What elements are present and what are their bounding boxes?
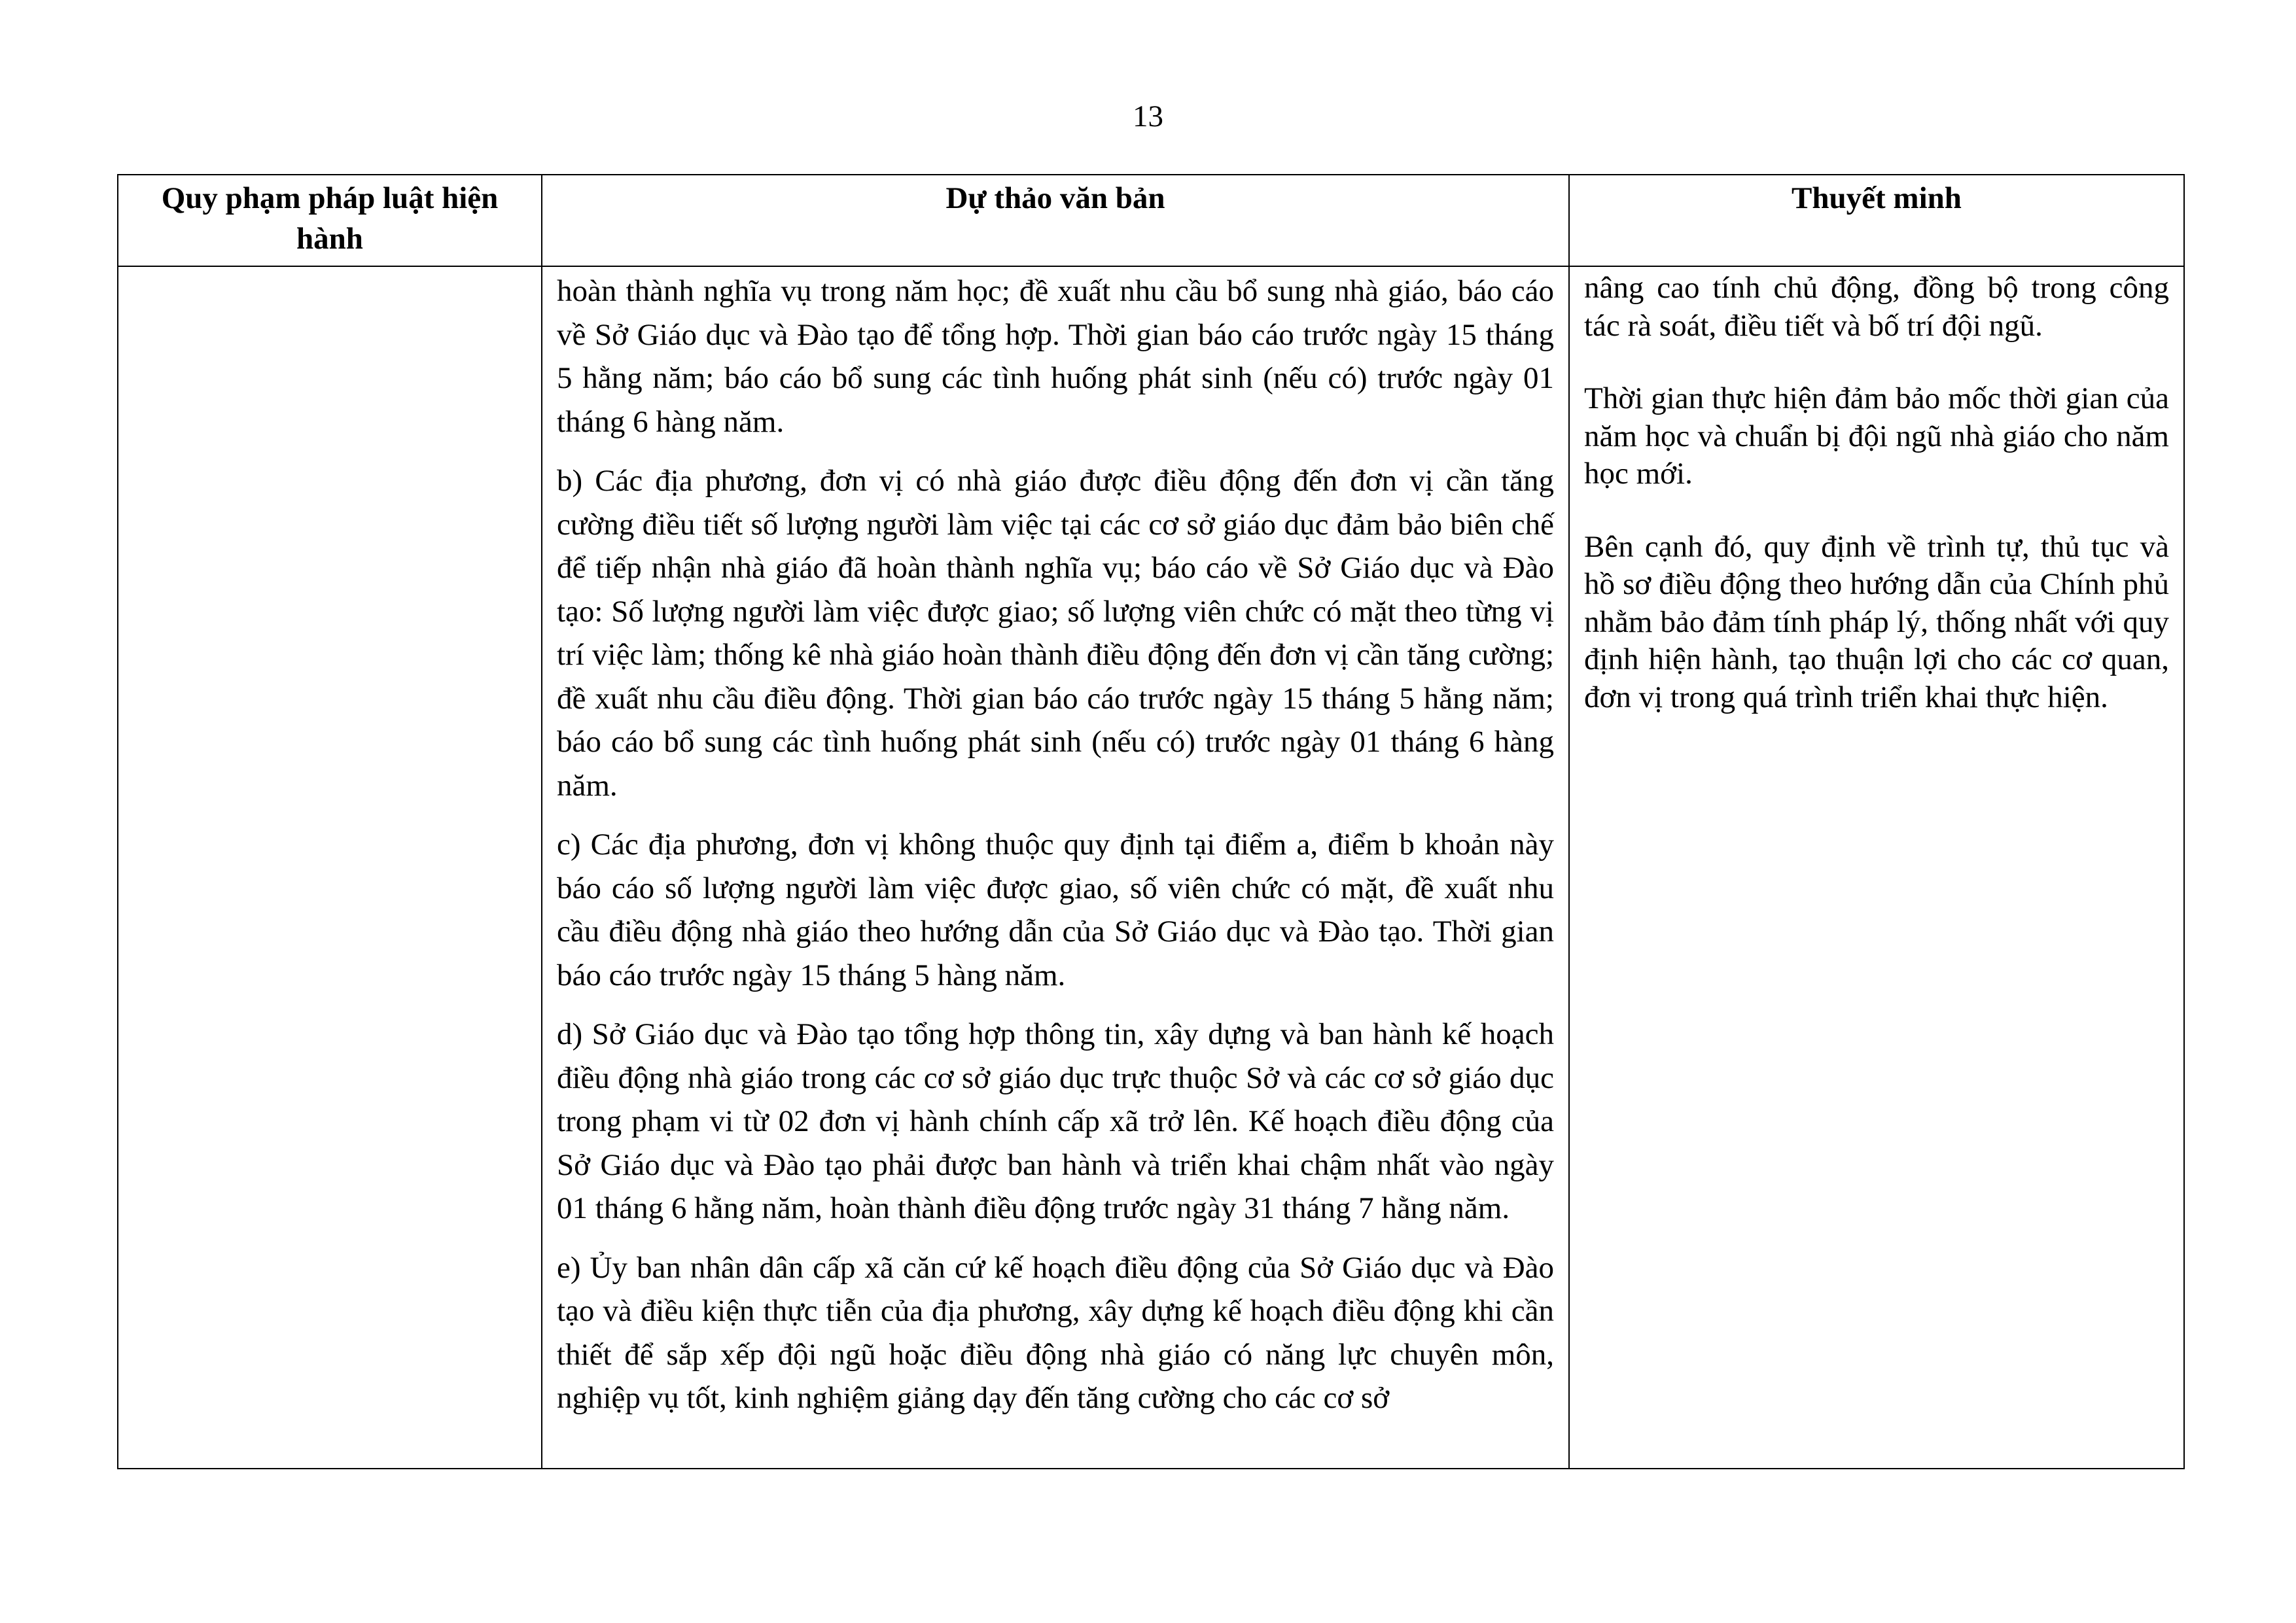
draft-paragraph-c: c) Các địa phương, đơn vị không thuộc quy định tại điểm a, điểm b khoản này báo cáo số lượng người làm việc được giao, số viên chức có mặt, đề xuất nhu cầu điều động nhà giáo theo hướng dẫn của Sở Giáo dục và Đào tạo. Thời gian báo cáo trước ngày 15 tháng 5 hàng năm. [557, 828, 1554, 992]
explanation-cell [1569, 266, 2184, 1469]
explanation-paragraph-2: Thời gian thực hiện đảm bảo mốc thời gian của năm học và chuẩn bị đội ngũ nhà giáo cho năm học mới. [1584, 381, 2169, 491]
current-law-cell [118, 266, 542, 1469]
table-header-row [118, 175, 2184, 266]
draft-paragraph-b: b) Các địa phương, đơn vị có nhà giáo được điều động đến đơn vị cần tăng cường điều tiết số lượng người làm việc tại các cơ sở giáo dục đảm bảo biên chế để tiếp nhận nhà giáo đã hoàn thành nghĩa vụ; báo cáo về Sở Giáo dục và Đào tạo: Số lượng người làm việc được giao; số lượng viên chức có mặt theo từng vị trí việc làm; thống kê nhà giáo hoàn thành điều động đến đơn vị cần tăng cường; đề xuất nhu cầu điều động. Thời gian báo cáo trước ngày 15 tháng 5 hằng năm; báo cáo bổ sung các tình huống phát sinh (nếu có) trước ngày 01 tháng 6 hàng năm. [557, 464, 1554, 803]
page-number: 13 [1133, 99, 1163, 133]
table-row [118, 266, 2184, 1469]
draft-text-cell [542, 266, 1569, 1469]
draft-paragraph-continuation: hoàn thành nghĩa vụ trong năm học; đề xuất nhu cầu bổ sung nhà giáo, báo cáo về Sở Giáo dục và Đào tạo để tổng hợp. Thời gian báo cáo trước ngày 15 tháng 5 hằng năm; báo cáo bổ sung các tình huống phát sinh (nếu có) trước ngày 01 tháng 6 hàng năm. [557, 274, 1554, 439]
explanation-paragraph-3: Bên cạnh đó, quy định về trình tự, thủ tục và hồ sơ điều động theo hướng dẫn của Chính phủ nhằm bảo đảm tính pháp lý, thống nhất với quy định hiện hành, tạo thuận lợi cho các cơ quan, đơn vị trong quá trình triển khai thực hiện. [1584, 529, 2169, 714]
explanation-paragraph-1: nâng cao tính chủ động, đồng bộ trong công tác rà soát, điều tiết và bố trí đội ngũ. [1584, 271, 2169, 343]
header-explanation: Thuyết minh [1569, 175, 2184, 266]
comparison-table [117, 174, 2185, 1469]
header-current-law: Quy phạm pháp luật hiện hành [118, 175, 542, 266]
draft-paragraph-e: e) Ủy ban nhân dân cấp xã căn cứ kế hoạch điều động của Sở Giáo dục và Đào tạo và điều kiện thực tiễn của địa phương, xây dựng kế hoạch điều động khi cần thiết để sắp xếp đội ngũ hoặc điều động nhà giáo có năng lực chuyên môn, nghiệp vụ tốt, kinh nghiệm giảng dạy đến tăng cường cho các cơ sở [557, 1250, 1554, 1415]
header-draft-text: Dự thảo văn bản [542, 175, 1569, 266]
draft-paragraph-d: d) Sở Giáo dục và Đào tạo tổng hợp thông tin, xây dựng và ban hành kế hoạch điều động nhà giáo trong các cơ sở giáo dục trực thuộc Sở và các cơ sở giáo dục trong phạm vi từ 02 đơn vị hành chính cấp xã trở lên. Kế hoạch điều động của Sở Giáo dục và Đào tạo phải được ban hành và triển khai chậm nhất vào ngày 01 tháng 6 hằng năm, hoàn thành điều động trước ngày 31 tháng 7 hằng năm. [557, 1017, 1554, 1225]
